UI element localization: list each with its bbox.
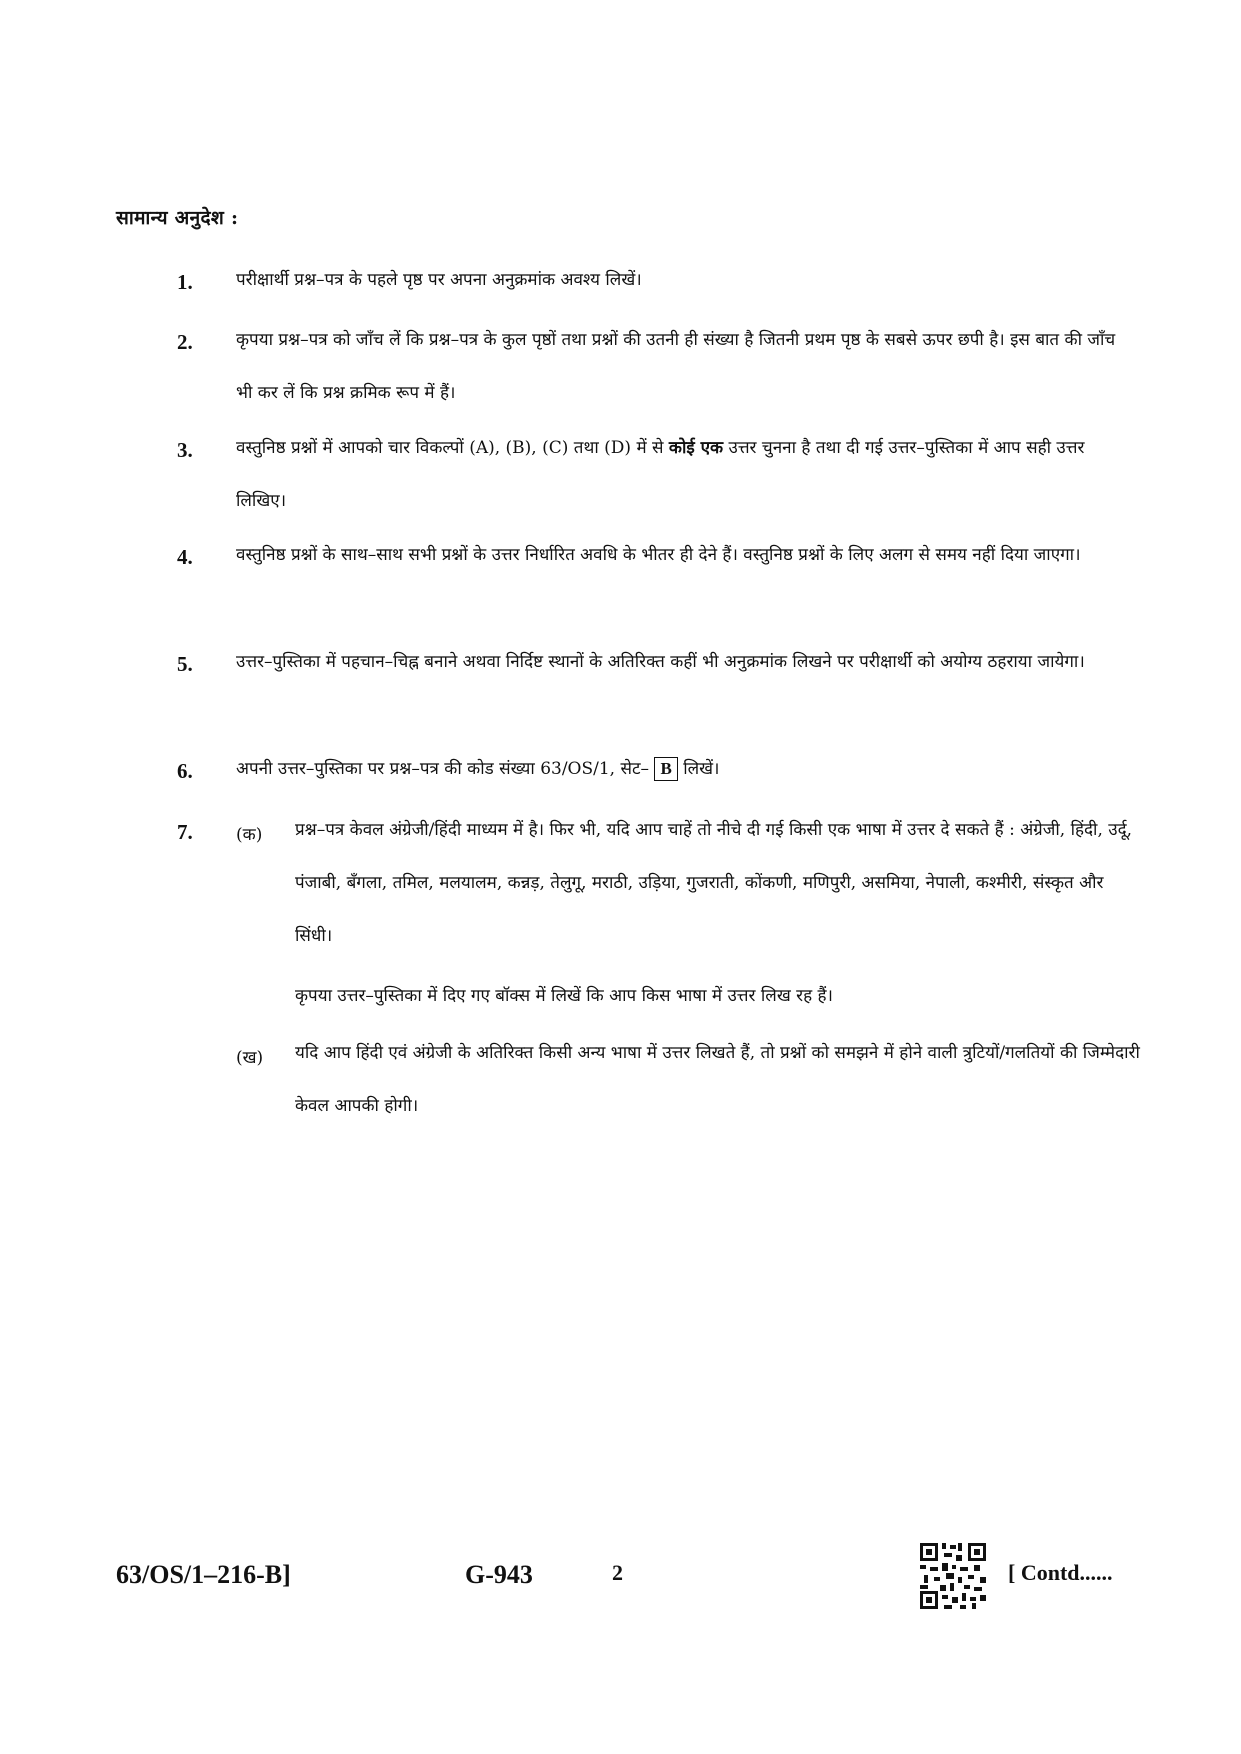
instruction-text-part: उत्तर चुनना है तथा दी गई उत्तर–पुस्तिका में आप सही उत्तर लिखिए। [236, 438, 1085, 511]
instruction-text: परीक्षार्थी प्रश्न–पत्र के पहले पृष्ठ पर अपना अनुक्रमांक अवश्य लिखें। [236, 270, 642, 290]
page-heading: सामान्य अनुदेश : [116, 207, 239, 229]
sub-item-note-ka: कृपया उत्तर–पुस्तिका में दिए गए बॉक्स में लिखें कि आप किस भाषा में उत्तर लिख रह हैं। [295, 986, 833, 1006]
paper-code: 63/OS/1–216-B] [116, 1560, 291, 1589]
emphasis-text: कोई एक [668, 438, 724, 458]
sub-item-label-kha: (ख) [236, 1048, 264, 1068]
sub-item-text-ka: प्रश्न–पत्र केवल अंग्रेजी/हिंदी माध्यम में है। फिर भी, यदि आप चाहें तो नीचे दी गई किसी एक भाषा में उत्तर दे सकते हैं : अंग्रेजी, हिंदी, उर्दू, पंजाबी, बँगला, तमिल, मलयालम, कन्नड़, तेलुगू, मराठी, उड़िया, गुजराती, कोंकणी, मणिपुरी, असमिया, नेपाली, कश्मीरी, संस्कृत और सिंधी। [295, 820, 1133, 946]
instruction-text [236, 743, 1136, 796]
instruction-text-part: वस्तुनिष्ठ प्रश्नों में आपको चार विकल्पों (A), (B), (C) तथा (D) में से [236, 438, 669, 458]
instruction-number: 2. [177, 330, 193, 354]
instruction-number: 7. [177, 820, 193, 844]
instruction-number: 3. [177, 438, 193, 462]
instruction-number: 4. [177, 545, 193, 569]
set-code-box: B [654, 757, 677, 781]
instruction-text: उत्तर–पुस्तिका में पहचान–चिह्न बनाने अथवा निर्दिष्ट स्थानों के अतिरिक्त कहीं भी अनुक्रमांक लिखने पर परीक्षार्थी को अयोग्य ठहराया जायेगा। [236, 652, 1085, 672]
page-number: 2 [612, 1560, 623, 1585]
instruction-text: वस्तुनिष्ठ प्रश्नों के साथ–साथ सभी प्रश्नों के उत्तर निर्धारित अवधि के भीतर ही देने हैं। वस्तुनिष्ठ प्रश्नों के लिए अलग से समय नहीं दिया जाएगा। [236, 545, 1081, 565]
g-code: G-943 [465, 1560, 533, 1589]
instruction-text: कृपया प्रश्न–पत्र को जाँच लें कि प्रश्न–पत्र के कुल पृष्ठों तथा प्रश्नों की उतनी ही संख्या है जितनी प्रथम पृष्ठ के सबसे ऊपर छपी है। इस बात की जाँच भी कर लें कि प्रश्न क्रमिक रूप में हैं। [236, 330, 1116, 403]
sub-item-text-kha: यदि आप हिंदी एवं अंग्रेजी के अतिरिक्त किसी अन्य भाषा में उत्तर लिखते हैं, तो प्रश्नों को समझने में होने वाली त्रुटियों/गलतियों की जिम्मेदारी केवल आपकी होगी। [295, 1043, 1140, 1116]
instruction-number: 1. [177, 270, 193, 294]
instruction-text [236, 422, 1136, 528]
sub-item-label-ka: (क) [236, 825, 263, 845]
instruction-number: 6. [177, 759, 193, 783]
qr-code-icon [920, 1543, 986, 1609]
continued-label: [ Contd...... [1008, 1560, 1113, 1585]
instruction-number: 5. [177, 652, 193, 676]
instruction-text-part: अपनी उत्तर–पुस्तिका पर प्रश्न–पत्र की कोड संख्या 63/OS/1, सेट– [236, 759, 655, 779]
instruction-text-part: लिखें। [677, 759, 720, 779]
